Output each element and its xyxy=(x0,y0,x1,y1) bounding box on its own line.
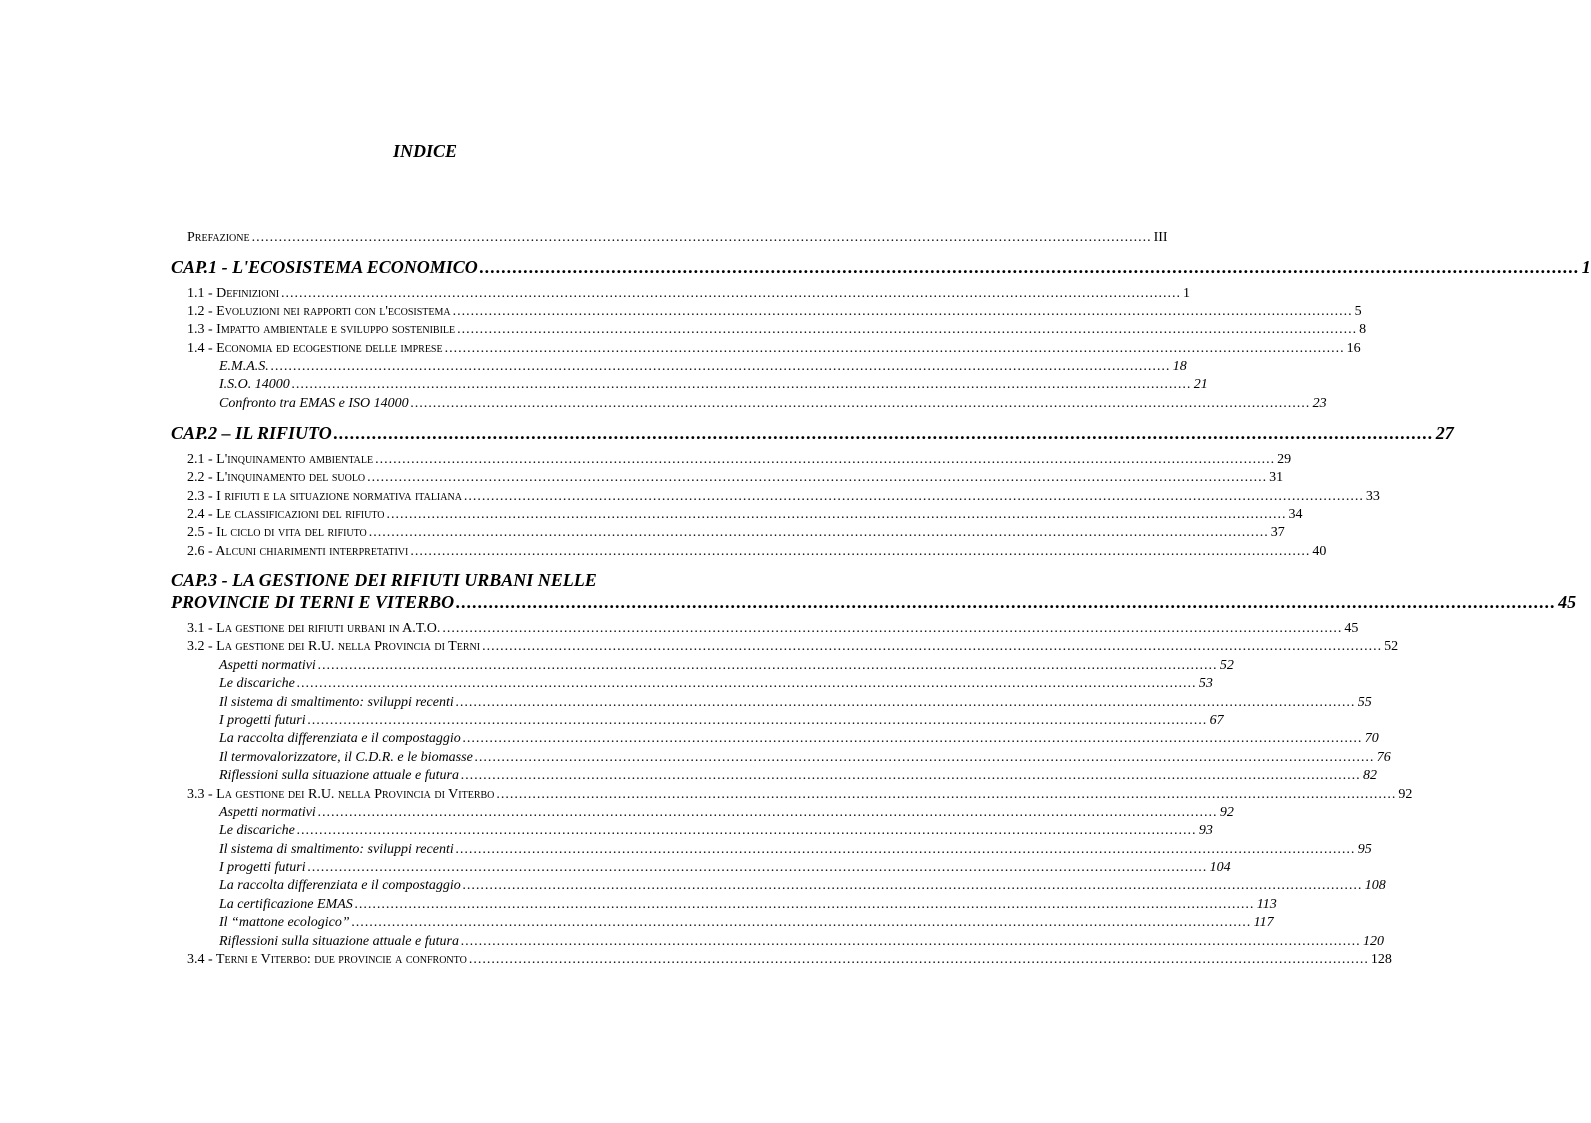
toc-subsection[interactable] xyxy=(219,713,1224,729)
toc-entry-label: Confronto tra EMAS e ISO 14000 xyxy=(219,396,409,411)
toc-entry-page: 37 xyxy=(1270,525,1285,540)
toc-entry-page: 128 xyxy=(1370,952,1392,967)
toc-subsection[interactable] xyxy=(219,676,1213,692)
toc-entry-label: 2.4 - Le classificazioni del rifiuto xyxy=(187,507,385,522)
toc-chapter-page: 45 xyxy=(1558,592,1577,612)
toc-entry-label: Riflessioni sulla situazione attuale e futura xyxy=(219,934,459,949)
toc-chapter-title: CAP.2 – IL RIFIUTO xyxy=(171,423,332,443)
toc-section[interactable] xyxy=(187,322,1367,338)
toc-subsection[interactable] xyxy=(219,768,1377,784)
toc-entry-page: 55 xyxy=(1357,695,1372,710)
toc-chapter-page: 27 xyxy=(1435,423,1454,443)
toc-section[interactable] xyxy=(187,507,1303,523)
toc-entry-page: 33 xyxy=(1365,489,1380,504)
toc-leader-dots: ........................................................................................................................................................................................................ xyxy=(456,592,1557,612)
toc-entry-label: I progetti futuri xyxy=(219,860,306,875)
toc-chapter-3-title-line1[interactable]: CAP.3 - LA GESTIONE DEI RIFIUTI URBANI NELLE xyxy=(171,570,597,590)
toc-entry-page: 16 xyxy=(1346,341,1361,356)
toc-entry-label: Prefazione xyxy=(187,230,250,245)
toc-subsection[interactable] xyxy=(219,878,1386,894)
toc-entry-page: 108 xyxy=(1364,878,1386,893)
toc-entry-page: 53 xyxy=(1198,676,1213,691)
toc-entry-label: 3.3 - La gestione dei R.U. nella Provincia di Viterbo xyxy=(187,787,495,802)
toc-entry-label: La raccolta differenziata e il compostaggio xyxy=(219,731,461,746)
toc-entry-page: 1 xyxy=(1183,286,1191,301)
toc-leader-dots: ........................................................................................................................................................................................................ xyxy=(307,713,1208,728)
toc-entry-label: Il “mattone ecologico” xyxy=(219,915,350,930)
toc-section[interactable] xyxy=(187,286,1191,302)
toc-leader-dots: ........................................................................................................................................................................................................ xyxy=(496,787,1397,802)
toc-section[interactable] xyxy=(187,952,1392,968)
toc-subsection[interactable] xyxy=(219,750,1391,766)
toc-subsection[interactable] xyxy=(219,396,1327,412)
toc-leader-dots: ........................................................................................................................................................................................................ xyxy=(463,489,1364,504)
toc-entry-label: 1.1 - Definizioni xyxy=(187,286,280,301)
toc-subsection[interactable] xyxy=(219,359,1187,375)
toc-subsection[interactable] xyxy=(219,860,1231,876)
toc-entry-label: La raccolta differenziata e il compostaggio xyxy=(219,878,461,893)
toc-entry-page: 29 xyxy=(1277,452,1292,467)
toc-leader-dots: ........................................................................................................................................................................................................ xyxy=(462,731,1363,746)
toc-chapter-2[interactable] xyxy=(171,423,1454,444)
toc-entry-page: 95 xyxy=(1357,842,1372,857)
toc-leader-dots: ........................................................................................................................................................................................................ xyxy=(281,286,1182,301)
toc-entry-label: 2.2 - L'inquinamento del suolo xyxy=(187,470,366,485)
toc-entry-label: Le discariche xyxy=(219,823,295,838)
toc-entry-label: 2.1 - L'inquinamento ambientale xyxy=(187,452,374,467)
toc-entry-label: Il termovalorizzatore, il C.D.R. e le biomasse xyxy=(219,750,473,765)
toc-entry-page: 18 xyxy=(1172,359,1187,374)
toc-entry-label: Le discariche xyxy=(219,676,295,691)
toc-leader-dots: ........................................................................................................................................................................................................ xyxy=(386,507,1287,522)
toc-entry-page: 40 xyxy=(1312,544,1327,559)
toc-leader-dots: ........................................................................................................................................................................................................ xyxy=(317,805,1218,820)
toc-entry-page: 92 xyxy=(1398,787,1413,802)
toc-entry-label: 2.3 - I rifiuti e la situazione normativa italiana xyxy=(187,489,462,504)
toc-subsection[interactable] xyxy=(219,842,1372,858)
toc-leader-dots: ........................................................................................................................................................................................................ xyxy=(354,897,1255,912)
toc-entry-label: 1.2 - Evoluzioni nei rapporti con l'ecosistema xyxy=(187,304,451,319)
toc-leader-dots: ........................................................................................................................................................................................................ xyxy=(291,377,1192,392)
toc-leader-dots: ........................................................................................................................................................................................................ xyxy=(333,423,1434,443)
toc-entry-label: Il sistema di smaltimento: sviluppi recenti xyxy=(219,695,454,710)
toc-section[interactable] xyxy=(187,787,1413,803)
toc-section[interactable] xyxy=(187,452,1292,468)
toc-leader-dots: ........................................................................................................................................................................................................ xyxy=(410,396,1311,411)
toc-entry-page: 67 xyxy=(1209,713,1224,728)
toc-leader-dots: ........................................................................................................................................................................................................ xyxy=(474,750,1375,765)
toc-subsection[interactable] xyxy=(219,897,1277,913)
toc-subsection[interactable] xyxy=(219,377,1208,393)
toc-entry-page: 92 xyxy=(1219,805,1234,820)
toc-entry-page: 104 xyxy=(1209,860,1231,875)
toc-section[interactable] xyxy=(187,489,1380,505)
toc-entry-page: 117 xyxy=(1253,915,1274,930)
toc-leader-dots: ........................................................................................................................................................................................................ xyxy=(351,915,1252,930)
toc-entry-label: La certificazione EMAS xyxy=(219,897,353,912)
toc-leader-dots: ........................................................................................................................................................................................................ xyxy=(444,341,1345,356)
toc-leader-dots: ........................................................................................................................................................................................................ xyxy=(462,878,1363,893)
toc-subsection[interactable] xyxy=(219,934,1384,950)
toc-entry-page: 52 xyxy=(1384,639,1399,654)
toc-entry-label: Riflessioni sulla situazione attuale e futura xyxy=(219,768,459,783)
toc-leader-dots: ........................................................................................................................................................................................................ xyxy=(455,842,1356,857)
toc-leader-dots: ........................................................................................................................................................................................................ xyxy=(460,768,1361,783)
toc-leader-dots: ........................................................................................................................................................................................................ xyxy=(375,452,1276,467)
toc-leader-dots: ........................................................................................................................................................................................................ xyxy=(479,257,1580,277)
toc-chapter-title: PROVINCIE DI TERNI E VITERBO xyxy=(171,592,455,612)
toc-subsection[interactable] xyxy=(219,823,1213,839)
toc-entry-label: 1.4 - Economia ed ecogestione delle imprese xyxy=(187,341,443,356)
toc-leader-dots: ........................................................................................................................................................................................................ xyxy=(296,823,1197,838)
toc-entry-label: 1.3 - Impatto ambientale e sviluppo sostenibile xyxy=(187,322,456,337)
toc-entry-page: 113 xyxy=(1256,897,1277,912)
toc-entry-page: 34 xyxy=(1288,507,1303,522)
toc-entry-page: 82 xyxy=(1362,768,1377,783)
toc-section[interactable] xyxy=(187,470,1284,486)
toc-leader-dots: ........................................................................................................................................................................................................ xyxy=(482,639,1383,654)
toc-entry-label: Il sistema di smaltimento: sviluppi recenti xyxy=(219,842,454,857)
toc-leader-dots: ........................................................................................................................................................................................................ xyxy=(468,952,1369,967)
toc-subsection[interactable] xyxy=(219,915,1274,931)
toc-section[interactable] xyxy=(187,304,1362,320)
toc-entry-page: 52 xyxy=(1219,658,1234,673)
toc-section[interactable] xyxy=(187,525,1285,541)
toc-entry-preface[interactable] xyxy=(187,230,1168,246)
toc-entry-label: I progetti futuri xyxy=(219,713,306,728)
toc-leader-dots: ........................................................................................................................................................................................................ xyxy=(307,860,1208,875)
toc-entry-label: 3.2 - La gestione dei R.U. nella Provincia di Terni xyxy=(187,639,481,654)
toc-leader-dots: ........................................................................................................................................................................................................ xyxy=(368,525,1269,540)
toc-section[interactable] xyxy=(187,621,1359,637)
toc-entry-label: Aspetti normativi xyxy=(219,805,316,820)
toc-entry-label: 3.1 - La gestione dei rifiuti urbani in A.T.O. xyxy=(187,621,441,636)
toc-entry-page: 23 xyxy=(1312,396,1327,411)
toc-entry-page: 70 xyxy=(1364,731,1379,746)
toc-chapter-3[interactable] xyxy=(171,592,1577,613)
toc-section[interactable] xyxy=(187,639,1399,655)
toc-section[interactable] xyxy=(187,544,1327,560)
toc-entry-label: 2.5 - Il ciclo di vita del rifiuto xyxy=(187,525,367,540)
toc-entry-page: III xyxy=(1153,230,1168,245)
toc-section[interactable] xyxy=(187,341,1361,357)
toc-subsection[interactable] xyxy=(219,695,1372,711)
toc-entry-page: 21 xyxy=(1193,377,1208,392)
toc-subsection[interactable] xyxy=(219,658,1234,674)
toc-leader-dots: ........................................................................................................................................................................................................ xyxy=(452,304,1353,319)
toc-leader-dots: ........................................................................................................................................................................................................ xyxy=(317,658,1218,673)
toc-leader-dots: ........................................................................................................................................................................................................ xyxy=(460,934,1361,949)
toc-leader-dots: ........................................................................................................................................................................................................ xyxy=(251,230,1152,245)
toc-leader-dots: ........................................................................................................................................................................................................ xyxy=(457,322,1358,337)
toc-leader-dots: ........................................................................................................................................................................................................ xyxy=(442,621,1343,636)
toc-entry-page: 120 xyxy=(1362,934,1384,949)
toc-entry-label: I.S.O. 14000 xyxy=(219,377,290,392)
page-title: INDICE xyxy=(392,141,458,161)
toc-chapter-1[interactable] xyxy=(171,257,1591,278)
toc-entry-page: 8 xyxy=(1359,322,1367,337)
toc-entry-label: E.M.A.S. xyxy=(219,359,269,374)
toc-entry-label: Aspetti normativi xyxy=(219,658,316,673)
toc-entry-label: 2.6 - Alcuni chiarimenti interpretativi xyxy=(187,544,409,559)
toc-entry-page: 5 xyxy=(1354,304,1362,319)
toc-leader-dots: ........................................................................................................................................................................................................ xyxy=(455,695,1356,710)
toc-entry-page: 76 xyxy=(1376,750,1391,765)
toc-subsection[interactable] xyxy=(219,805,1234,821)
toc-leader-dots: ........................................................................................................................................................................................................ xyxy=(410,544,1311,559)
toc-leader-dots: ........................................................................................................................................................................................................ xyxy=(270,359,1171,374)
toc-subsection[interactable] xyxy=(219,731,1379,747)
toc-leader-dots: ........................................................................................................................................................................................................ xyxy=(367,470,1268,485)
toc-entry-page: 31 xyxy=(1269,470,1284,485)
toc-entry-label: 3.4 - Terni e Viterbo: due provincie a confronto xyxy=(187,952,467,967)
toc-chapter-title: CAP.1 - L'ECOSISTEMA ECONOMICO xyxy=(171,257,478,277)
toc-leader-dots: ........................................................................................................................................................................................................ xyxy=(296,676,1197,691)
toc-chapter-page: 1 xyxy=(1581,257,1591,277)
toc-entry-page: 45 xyxy=(1344,621,1359,636)
toc-entry-page: 93 xyxy=(1198,823,1213,838)
